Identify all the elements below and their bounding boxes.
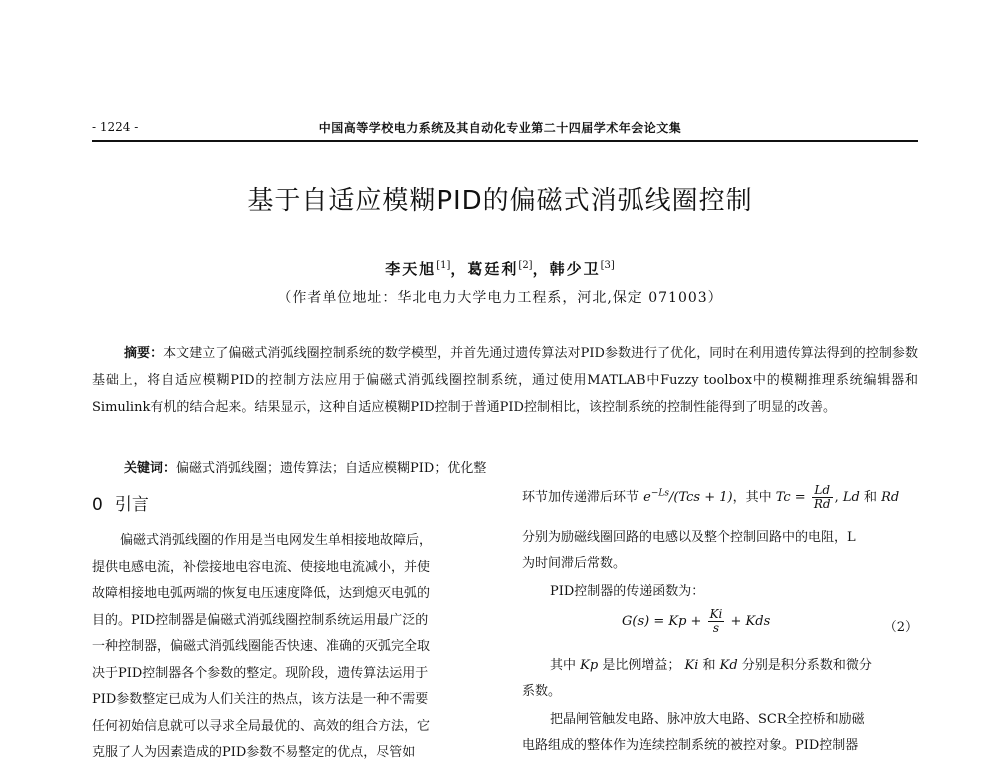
- text-run: 是比例增益；: [602, 658, 681, 673]
- text-run: 和: [702, 658, 716, 673]
- frac-num: Ld: [812, 484, 833, 498]
- tf-sup: −Ls: [650, 488, 669, 499]
- text-line: 分别为励磁线圈回路的电感以及整个控制回路中的电阻，L: [522, 530, 856, 545]
- tc-fraction: [812, 484, 833, 511]
- author-name: 韩少卫: [549, 260, 601, 278]
- text-run: 分别是积分系数和微分: [741, 658, 872, 673]
- abstract: [92, 340, 918, 421]
- tc-lhs: Tc =: [775, 490, 806, 505]
- author-ref: [2]: [518, 260, 533, 271]
- author-name: 李天旭: [385, 260, 437, 278]
- eq-rhs: + Kds: [730, 614, 771, 629]
- eq-fraction: [708, 608, 725, 635]
- text-line: 系数。: [522, 684, 562, 699]
- keywords-label: 关键词：: [124, 461, 177, 476]
- text-line: PID参数整定已成为人们关注的热点，该方法是一种不需要: [92, 692, 429, 707]
- text-line: [550, 654, 872, 673]
- author-ref: [1]: [436, 260, 451, 271]
- text-line: 目的。PID控制器是偏磁式消弧线圈控制系统运用最广泛的: [92, 612, 429, 628]
- text-run: ，其中: [732, 490, 772, 505]
- text-line: 偏磁式消弧线圈的作用是当电网发生单相接地故障后，: [120, 533, 433, 548]
- text-line: 故障相接地电弧两端的恢复电压速度降低，达到熄灭电弧的: [92, 586, 431, 601]
- text-line: 克服了人为因素造成的PID参数不易整定的优点，尽管如: [92, 745, 416, 760]
- affiliation: （作者单位地址：华北电力大学电力工程系，河北,保定 071003）: [277, 290, 723, 306]
- symbol-ld: Ld: [842, 490, 860, 505]
- tf-den: /(Tcs + 1): [669, 490, 733, 505]
- author-ref: [3]: [600, 260, 615, 271]
- author-name: 葛廷利: [467, 260, 519, 278]
- text-line: 决于PID控制器各个参数的整定。现阶段，遗传算法运用于: [92, 665, 429, 681]
- symbol-kp: Kp: [580, 658, 599, 673]
- section-heading: [92, 490, 149, 515]
- authors: [0, 258, 1000, 279]
- abstract-label: 摘要：: [124, 346, 164, 361]
- section-title: 引言: [114, 495, 149, 515]
- text-line: 把晶闸管触发电路、脉冲放大电路、SCR全控桥和励磁: [550, 712, 865, 727]
- keywords-text: 偏磁式消弧线圈；遗传算法；自适应模糊PID；优化整: [176, 461, 487, 476]
- section-number: 0: [92, 495, 103, 515]
- running-header: 中国高等学校电力系统及其自动化专业第二十四届学术年会论文集: [318, 121, 682, 135]
- text-line: 电路组成的整体作为连续控制系统的被控对象。PID控制器: [522, 738, 859, 753]
- text-run: 其中: [550, 658, 577, 673]
- frac-num: Ki: [709, 607, 723, 621]
- text-line: 提供电感电流，补偿接地电容电流、使接地电流减小，并使: [92, 559, 431, 575]
- frac-den: s: [712, 621, 720, 635]
- transfer-function-line: 环节加传递滞后环节 $e^{-Ls}/(Tcs + 1)$，其中 Tc = $\frac{Ld}{Rd}$ , Ld 和 Rd: [522, 483, 900, 511]
- frac-den: Rd: [813, 497, 831, 511]
- text-line: 任何初始信息就可以寻求全局最优的、高效的组合方法，它: [92, 718, 431, 734]
- tf-expr: e: [643, 490, 651, 505]
- symbol-kd: Kd: [719, 658, 738, 673]
- author-sep: ，: [532, 260, 550, 278]
- abstract-text: 本文建立了偏磁式消弧线圈控制系统的数学模型，并首先通过遗传算法对PID参数进行了优化，同时在利用遗传算法得到的控制参数基础上，将自适应模糊PID的控制方法应用于偏磁式消弧线圈控制系统，通过使用MATLAB中Fuzzy toolbox中的模糊推理系统编辑器和Simulink有机的结合起来。结果显示，这种自适应模糊PID控制于普通PID控制相比，该控制系统的控制性能得到了明显的改善。: [92, 346, 918, 415]
- page-number: - 1224 -: [92, 120, 139, 134]
- author-sep: ，: [450, 260, 468, 278]
- left-column: [92, 528, 488, 767]
- eq-lhs: G(s) = Kp +: [622, 614, 702, 629]
- keywords: [124, 457, 486, 476]
- equation-number: （2）: [883, 620, 918, 635]
- text-run: 环节加传递滞后环节: [522, 490, 640, 505]
- header-rule: [92, 140, 918, 142]
- text-run: 和: [863, 490, 877, 505]
- text-line: 一种控制器，偏磁式消弧线圈能否快速、准确的灭弧完全取: [92, 639, 431, 654]
- paper-title: 基于自适应模糊PID的偏磁式消弧线圈控制: [247, 186, 753, 216]
- symbol-ki: Ki: [684, 658, 699, 673]
- text-line: 为时间滞后常数。: [522, 556, 627, 571]
- text-line: PID控制器的传递函数为：: [550, 584, 705, 599]
- symbol-rd: Rd: [881, 490, 900, 505]
